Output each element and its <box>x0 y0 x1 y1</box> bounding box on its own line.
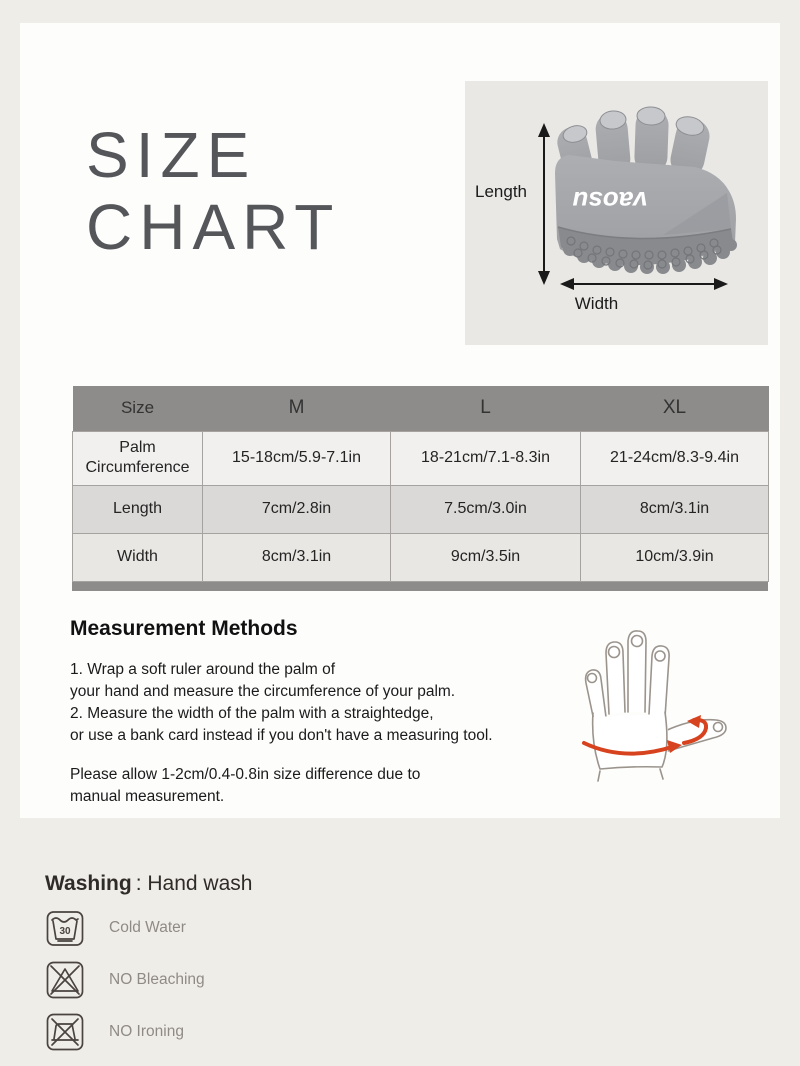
tolerance-note-line1: Please allow 1-2cm/0.4-0.8in size difference due to <box>70 766 421 783</box>
washing-title-bold: Washing <box>45 872 132 895</box>
table-row <box>73 431 769 485</box>
size-table-section <box>72 386 768 591</box>
measurement-step: 1. Wrap a soft ruler around the palm of <box>70 661 336 678</box>
header-m: M <box>203 386 391 431</box>
header-l: L <box>391 386 581 431</box>
cell-width-xl: 10cm/3.9in <box>581 533 769 581</box>
measurement-heading: Measurement Methods <box>70 617 298 640</box>
length-arrow-icon <box>538 123 550 285</box>
page-title-line2: CHART <box>86 191 341 263</box>
cell-palm-l: 18-21cm/7.1-8.3in <box>391 431 581 485</box>
no-iron-icon <box>45 1012 85 1052</box>
tolerance-note-line2: manual measurement. <box>70 788 225 805</box>
wash-item-label: NO Bleaching <box>109 971 205 988</box>
row-label-length: Length <box>73 485 203 533</box>
header-xl: XL <box>581 386 769 431</box>
washing-section <box>45 872 545 1064</box>
table-row <box>73 485 769 533</box>
glove-measure-diagram <box>465 81 768 345</box>
cell-palm-m: 15-18cm/5.9-7.1in <box>203 431 391 485</box>
table-row <box>73 533 769 581</box>
page-title <box>86 119 340 263</box>
cell-width-m: 8cm/3.1in <box>203 533 391 581</box>
measurement-methods-section <box>70 617 570 808</box>
wash-item-no-bleaching <box>45 960 545 1000</box>
header-size: Size <box>73 386 203 431</box>
content-card <box>20 23 780 818</box>
row-label-palm: Palm Circumference <box>73 431 203 485</box>
cell-length-m: 7cm/2.8in <box>203 485 391 533</box>
measurement-step: or use a bank card instead if you don't have a measuring tool. <box>70 727 493 744</box>
page-title-line1: SIZE <box>86 119 257 191</box>
hand-measure-icon <box>572 621 757 786</box>
cell-length-xl: 8cm/3.1in <box>581 485 769 533</box>
row-label-width: Width <box>73 533 203 581</box>
measurement-step: 2. Measure the width of the palm with a straightedge, <box>70 705 434 722</box>
wash-item-cold-water <box>45 908 545 948</box>
wash-item-label: Cold Water <box>109 919 186 936</box>
washing-title-rest: : Hand wash <box>135 872 253 895</box>
cold-water-icon <box>45 908 85 948</box>
water-temp-label: 30 <box>59 926 71 937</box>
cell-length-l: 7.5cm/3.0in <box>391 485 581 533</box>
no-bleach-icon <box>45 960 85 1000</box>
wash-item-no-ironing <box>45 1012 545 1052</box>
washing-title <box>45 872 545 896</box>
size-table <box>72 386 769 582</box>
cell-palm-xl: 21-24cm/8.3-9.4in <box>581 431 769 485</box>
size-table-header-row <box>73 386 769 431</box>
cell-width-l: 9cm/3.5in <box>391 533 581 581</box>
length-label: Length <box>475 182 527 201</box>
table-bottom-bar <box>72 582 768 591</box>
width-arrow-icon <box>560 278 728 290</box>
wash-item-label: NO Ironing <box>109 1023 184 1040</box>
measurement-step: your hand and measure the circumference of your palm. <box>70 683 456 700</box>
glove-logo-text: vaosu <box>572 186 648 216</box>
width-label: Width <box>574 294 619 313</box>
